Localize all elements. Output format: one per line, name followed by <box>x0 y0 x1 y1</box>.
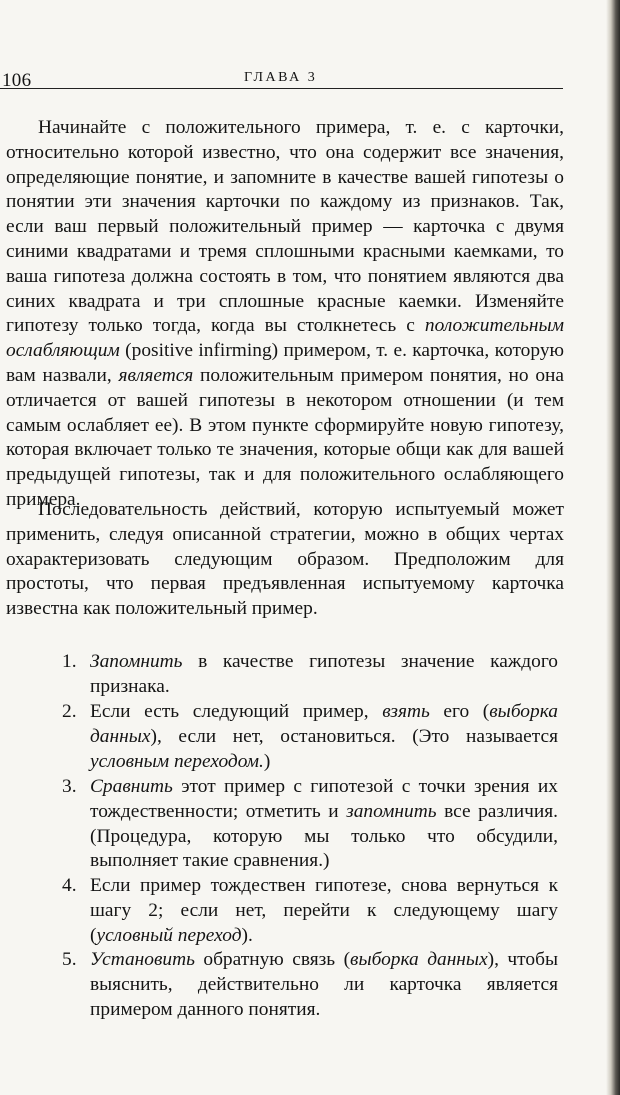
step-text-part: его ( <box>429 701 490 722</box>
emphasis-term: выборка данных <box>350 949 488 970</box>
step-number: 2. <box>62 701 77 722</box>
step-text-part: ), если нет, остановиться. (Это называется <box>150 725 558 747</box>
step-text-part: ), чтобы выяснить, действительно ли карточка является примером данного понятия. <box>90 949 558 1020</box>
list-item-step-1 <box>62 650 558 700</box>
paragraph-text: Начинайте с положительного примера, т. е. с карточки, относительно которой известно, что она содержит все значения, определяющие понятие, и запомните в качестве вашей гипотезы о понятии эти значения карточки по каждому из признаков. Так, если ваш первый положительный пример — карточка с двумя синими квадратами и тремя сплошными красными каемками, то ваша гипотеза должна состоять в том, что понятием являются два синих квадрата и три сплошные красные каемки. Изменяйте гипотезу только тогда, когда вы столкнетесь с <box>6 117 564 337</box>
list-item-step-4 <box>62 874 558 948</box>
step-number: 3. <box>62 776 77 797</box>
emphasis-term: положительным ослабляющим <box>6 315 564 362</box>
page-header <box>0 64 563 89</box>
step-text-part: ) <box>263 750 271 772</box>
emphasis-term: Запомнить <box>90 651 183 672</box>
step-number: 5. <box>62 949 77 970</box>
emphasis-term: условный переход <box>96 924 242 946</box>
step-text-part: ). <box>241 924 253 946</box>
step-number: 1. <box>62 651 77 672</box>
paragraph-sequence-intro: Последовательность действий, которую испытуемый может применить, следуя описанной стратегии, можно в общих чертах охарактеризовать следующим образом. Предположим для простоты, что первая предъявленная испытуемому карточка известна как положительный пример. <box>6 499 564 620</box>
emphasis-term: взять <box>382 701 430 722</box>
chapter-title: ГЛАВА 3 <box>244 70 318 85</box>
emphasis-term: является <box>118 364 194 386</box>
emphasis-term: выборка данных <box>90 701 558 747</box>
paragraph-text: (positive infirming) примером, т. е. карточка, которую вам назвали, <box>6 340 564 386</box>
paragraph-strategy-description <box>6 116 564 513</box>
step-number: 4. <box>62 875 77 896</box>
step-text-part: Если есть следующий пример, <box>90 701 383 722</box>
list-item-step-5 <box>62 948 558 1022</box>
step-text <box>90 948 558 1022</box>
step-text-part: обратную связь ( <box>194 949 351 970</box>
emphasis-term: запомнить <box>346 800 437 822</box>
emphasis-term: условным переходом. <box>90 750 264 772</box>
step-text <box>90 650 558 700</box>
step-text-part: Если пример тождествен гипотезе, снова вернуться к шагу 2; если нет, перейти к следующему шагу ( <box>90 875 558 946</box>
step-text-part: в качестве гипотезы значение каждого признака. <box>90 651 558 697</box>
list-item-step-3 <box>62 775 558 874</box>
book-spine-shadow <box>606 0 620 1095</box>
emphasis-term: Установить <box>90 949 195 970</box>
list-item-step-2 <box>62 700 558 774</box>
paragraph-text: положительным примером понятия, но она отличается от вашей гипотезы в некотором отношении (и тем самым ослабляет ее). В этом пункте сформируйте новую гипотезу, которая включает только те значения, которые общи как для вашей предыдущей гипотезы, так и для положительного ослабляющего примера. <box>6 364 564 510</box>
step-text <box>90 874 558 948</box>
page-number: 106 <box>2 70 32 91</box>
step-text-part: этот пример с гипотезой с точки зрения их тождественности; отметить и <box>90 776 558 822</box>
step-text-part: все различия. (Процедура, которую мы только что обсудили, выполняет такие сравнения.) <box>90 800 558 872</box>
emphasis-term: Сравнить <box>90 776 173 797</box>
step-text <box>90 775 558 874</box>
step-text <box>90 700 558 774</box>
